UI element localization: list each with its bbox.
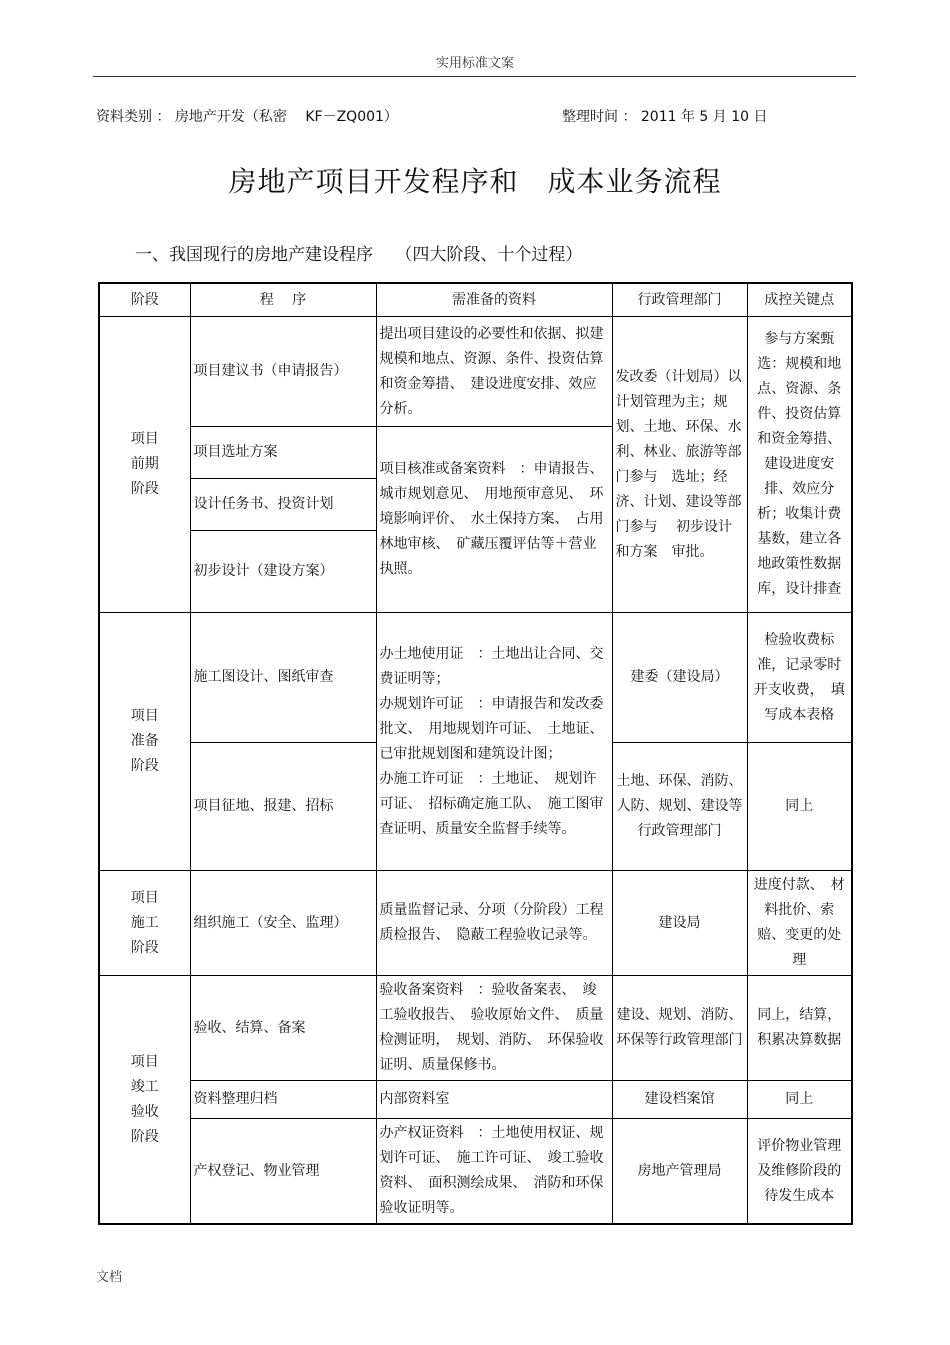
section-heading: 一、我国现行的房地产建设程序 （四大阶段、十个过程） [135, 245, 583, 265]
procedure-cell: 设计任务书、投资计划 [190, 479, 376, 531]
compile-date: 整理时间 ： 2011 年 5 月 10 日 [562, 109, 768, 125]
table-row [99, 1119, 852, 1225]
documents-cell: 验收备案资料 ：验收备案表、 竣工验收报告、 验收原始文件、 质量检测证明， 规划、消防、 环保验收证明、质量保修书。 [376, 976, 612, 1081]
key-point-cell: 参与方案甄选：规模和地点、资源、条件、投资估算和资金筹措、建设进度安排、效应分析；收集计费基数，建立各地政策性数据库，设计排查 [747, 317, 852, 613]
documents-cell: 项目核准或备案资料 ：申请报告、 城市规划意见、 用地预审意见、 环境影响评价、 水土保持方案、 占用林地审核、 矿藏压覆评估等＋营业执照。 [376, 427, 612, 613]
header-admin-dept: 行政管理部门 [612, 283, 747, 317]
procedure-cell: 产权登记、物业管理 [190, 1119, 376, 1225]
document-title: 房地产项目开发程序和 成本业务流程 [228, 165, 722, 198]
documents-cell: 办土地使用证 ：土地出让合同、交费证明等； 办规划许可证 ：申请报告和发改委批文、 用地规划许可证、 土地证、已审批规划图和建筑设计图； 办施工许可证 ：土地证、 规划许可证、 招标确定施工队、 施工图审查证明、质量安全监督手续等。 [376, 613, 612, 871]
procedure-cell: 项目选址方案 [190, 427, 376, 479]
table-row [99, 613, 852, 743]
key-point-cell: 评价物业管理及维修阶段的待发生成本 [747, 1119, 852, 1225]
stage-cell: 项目 施工 阶段 [99, 871, 190, 976]
dept-cell: 建设、规划、消防、环保等行政管理部门 [612, 976, 747, 1081]
table-row [99, 976, 852, 1081]
key-point-cell: 进度付款、 材料批价、索赔、变更的处理 [747, 871, 852, 976]
documents-cell: 办产权证资料 ：土地使用权证、规划许可证、 施工许可证、 竣工验收资料、 面积测绘成果、 消防和环保验收证明等。 [376, 1119, 612, 1225]
material-category: 资料类别 ： 房地产开发（私密 KF－ZQ001） [96, 109, 398, 125]
procedure-cell: 验收、结算、备案 [190, 976, 376, 1081]
header-procedure: 程 序 [190, 283, 376, 317]
key-point-cell: 检验收费标准，记录零时开支收费， 填写成本表格 [747, 613, 852, 743]
process-table [98, 282, 853, 1225]
page-footer: 文档 [96, 1270, 123, 1285]
procedure-cell: 项目征地、报建、招标 [190, 743, 376, 871]
procedure-cell: 项目建议书（申请报告） [190, 317, 376, 427]
procedure-cell: 施工图设计、图纸审查 [190, 613, 376, 743]
stage-cell: 项目 竣工 验收 阶段 [99, 976, 190, 1225]
page-header: 实用标准文案 [435, 56, 514, 71]
header-cost-control: 成控关键点 [747, 283, 852, 317]
documents-cell: 内部资料室 [376, 1081, 612, 1119]
header-documents: 需准备的资料 [376, 283, 612, 317]
table-row [99, 1081, 852, 1119]
key-point-cell: 同上，结算，积累决算数据 [747, 976, 852, 1081]
procedure-cell: 资料整理归档 [190, 1081, 376, 1119]
key-point-cell: 同上 [747, 743, 852, 871]
documents-cell: 提出项目建设的必要性和依据、拟建规模和地点、资源、条件、投资估算和资金筹措、 建设进度安排、效应分析。 [376, 317, 612, 427]
table-row [99, 317, 852, 427]
header-stage: 阶段 [99, 283, 190, 317]
dept-cell: 建设局 [612, 871, 747, 976]
stage-cell: 项目 前期 阶段 [99, 317, 190, 613]
table-row [99, 871, 852, 976]
table-header-row [99, 283, 852, 317]
dept-cell: 房地产管理局 [612, 1119, 747, 1225]
header-divider [93, 76, 856, 77]
procedure-cell: 初步设计（建设方案） [190, 531, 376, 613]
dept-cell: 建设档案馆 [612, 1081, 747, 1119]
procedure-cell: 组织施工（安全、监理） [190, 871, 376, 976]
dept-cell: 建委（建设局） [612, 613, 747, 743]
documents-cell: 质量监督记录、分项（分阶段）工程质检报告、 隐蔽工程验收记录等。 [376, 871, 612, 976]
dept-cell: 土地、环保、消防、人防、规划、建设等行政管理部门 [612, 743, 747, 871]
key-point-cell: 同上 [747, 1081, 852, 1119]
stage-cell: 项目 准备 阶段 [99, 613, 190, 871]
dept-cell: 发改委（计划局）以计划管理为主；规划、土地、环保、水利、林业、旅游等部门参与 选址；经济、计划、建设等部门参与 初步设计和方案 审批。 [612, 317, 747, 613]
